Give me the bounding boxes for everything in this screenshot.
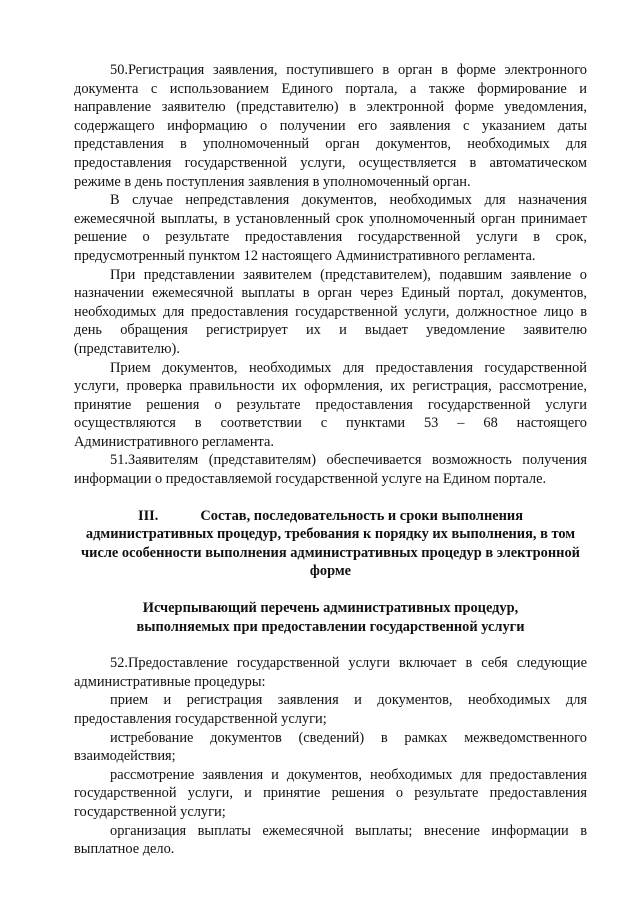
paragraph-nonsubmission: В случае непредставления документов, необходимых для назначения ежемесячной выплаты, в установленный срок уполномоченный орган принимает решение о результате предоставления государственной услуги в срок, предусмотренный пунктом 12 настоящего Административного регламента. [74,192,587,264]
subsection-title-line-2: выполняемых при предоставлении государственной услуги [136,618,525,635]
procedure-item: рассмотрение заявления и документов, необходимых для предоставления государственной услуги, и принятие решения о результате предоставления государственной услуги; [74,766,587,820]
procedure-item: прием и регистрация заявления и документов, необходимых для предоставления государственной услуги; [74,692,587,727]
subsection-heading [74,599,587,636]
paragraph-52: 52.Предоставление государственной услуги включает в себя следующие административные процедуры: [74,655,587,690]
subsection-title-line-1: Исчерпывающий перечень административных процедур, [142,600,519,617]
section-number: III. [137,507,159,524]
paragraph-document-acceptance: Прием документов, необходимых для предоставления государственной услуги, проверка правильности их оформления, их регистрация, рассмотрение, принятие решения о результате предоставления государственной услуги осуществляются в соответствии с пунктами 53 – 68 настоящего Административного регламента. [74,359,587,450]
procedure-item: истребование документов (сведений) в рамках межведомственного взаимодействия; [74,729,587,765]
paragraph-submission-by-applicant: При представлении заявителем (представителем), подавшим заявление о назначении ежемесячной выплаты в орган через Единый портал, документов, необходимых для предоставления государственной услуги, должностное лицо в день обращения регистрирует их и выдает уведомление заявителю (представителю). [74,266,587,357]
section-heading [74,507,587,581]
section-title: Состав, последовательность и сроки выполнения административных процедур, требования к порядку их выполнения, в том числе особенности выполнения административных процедур в электронной форме [81,507,580,580]
paragraph-51: 51.Заявителям (представителям) обеспечивается возможность получения информации о предоставляемой государственной услуге на Едином портале. [74,452,587,488]
paragraph-50: 50.Регистрация заявления, поступившего в орган в форме электронного документа с использованием Единого портала, а также формирование и направление заявителю (представителю) в электронной форме уведомления, содержащего информацию о получении его заявления с указанием даты представления в уполномоченный орган документов, необходимых для предоставления государственной услуги, осуществляется в автоматическом режиме в день поступления заявления в уполномоченный орган. [74,62,587,190]
procedure-item: организация выплаты ежемесячной выплаты; внесение информации в выплатное дело. [74,822,587,858]
spacer [74,636,587,654]
